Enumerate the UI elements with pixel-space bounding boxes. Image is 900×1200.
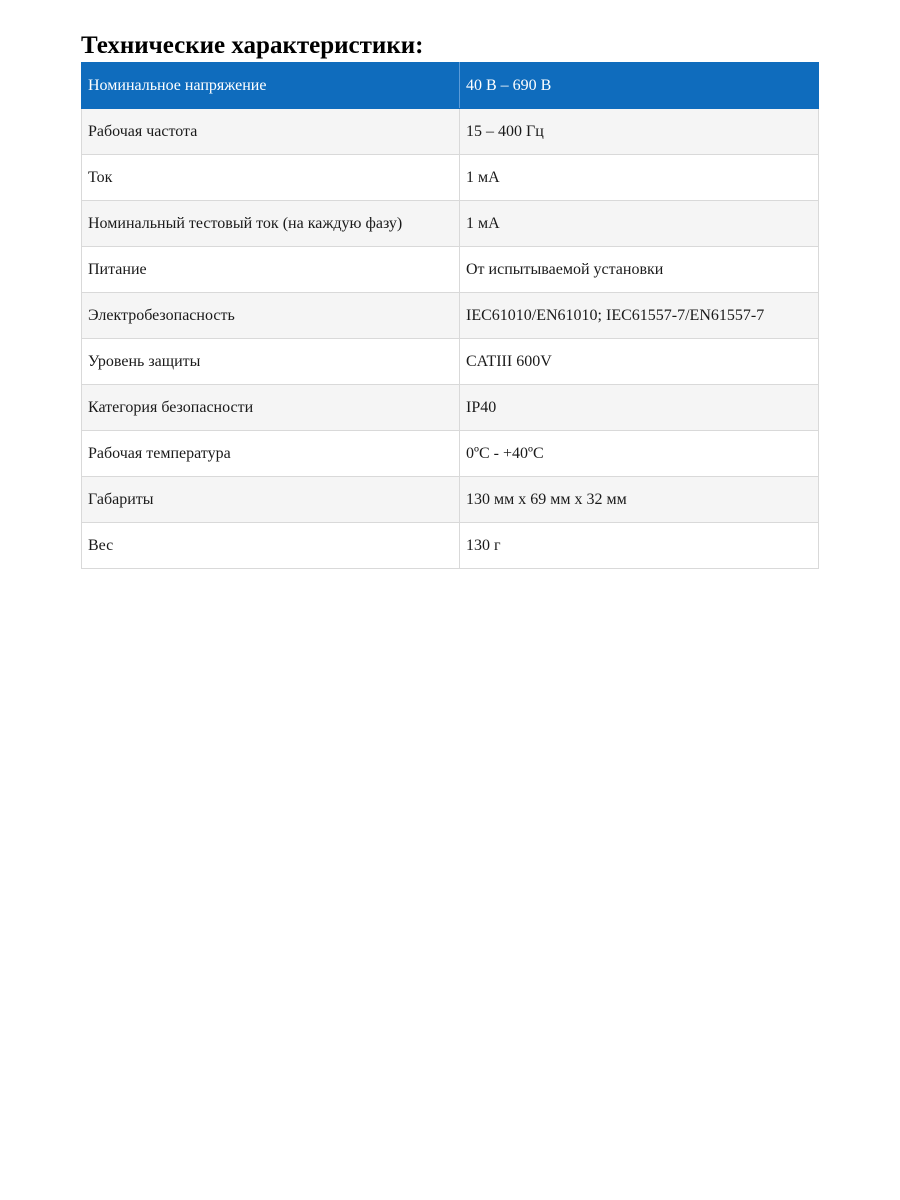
spec-label: Ток: [82, 155, 460, 201]
table-row: [82, 523, 819, 569]
table-row: [82, 201, 819, 247]
table-row: [82, 293, 819, 339]
spec-label: Питание: [82, 247, 460, 293]
spec-value: 40 В – 690 В: [460, 63, 819, 109]
table-row: [82, 247, 819, 293]
table-row: [82, 385, 819, 431]
page-title: Технические характеристики:: [81, 32, 424, 59]
spec-label: Номинальное напряжение: [82, 63, 460, 109]
spec-label: Рабочая температура: [82, 431, 460, 477]
spec-value: IP40: [460, 385, 819, 431]
table-row: [82, 63, 819, 109]
spec-label: Электробезопасность: [82, 293, 460, 339]
table-row: [82, 431, 819, 477]
spec-label: Номинальный тестовый ток (на каждую фазу): [82, 201, 460, 247]
spec-value: 130 мм х 69 мм х 32 мм: [460, 477, 819, 523]
spec-value: IEC61010/EN61010; IEC61557-7/EN61557-7: [460, 293, 819, 339]
table-row: [82, 477, 819, 523]
spec-value: 0ºС - +40ºС: [460, 431, 819, 477]
table-row: [82, 339, 819, 385]
spec-label: Вес: [82, 523, 460, 569]
spec-value: CATIII 600V: [460, 339, 819, 385]
spec-label: Габариты: [82, 477, 460, 523]
spec-label: Категория безопасности: [82, 385, 460, 431]
spec-value: 1 мА: [460, 155, 819, 201]
table-row: [82, 155, 819, 201]
spec-value: 130 г: [460, 523, 819, 569]
spec-value: От испытываемой установки: [460, 247, 819, 293]
specifications-table: [81, 62, 819, 569]
table-row: [82, 109, 819, 155]
spec-value: 1 мА: [460, 201, 819, 247]
spec-label: Уровень защиты: [82, 339, 460, 385]
spec-label: Рабочая частота: [82, 109, 460, 155]
spec-value: 15 – 400 Гц: [460, 109, 819, 155]
